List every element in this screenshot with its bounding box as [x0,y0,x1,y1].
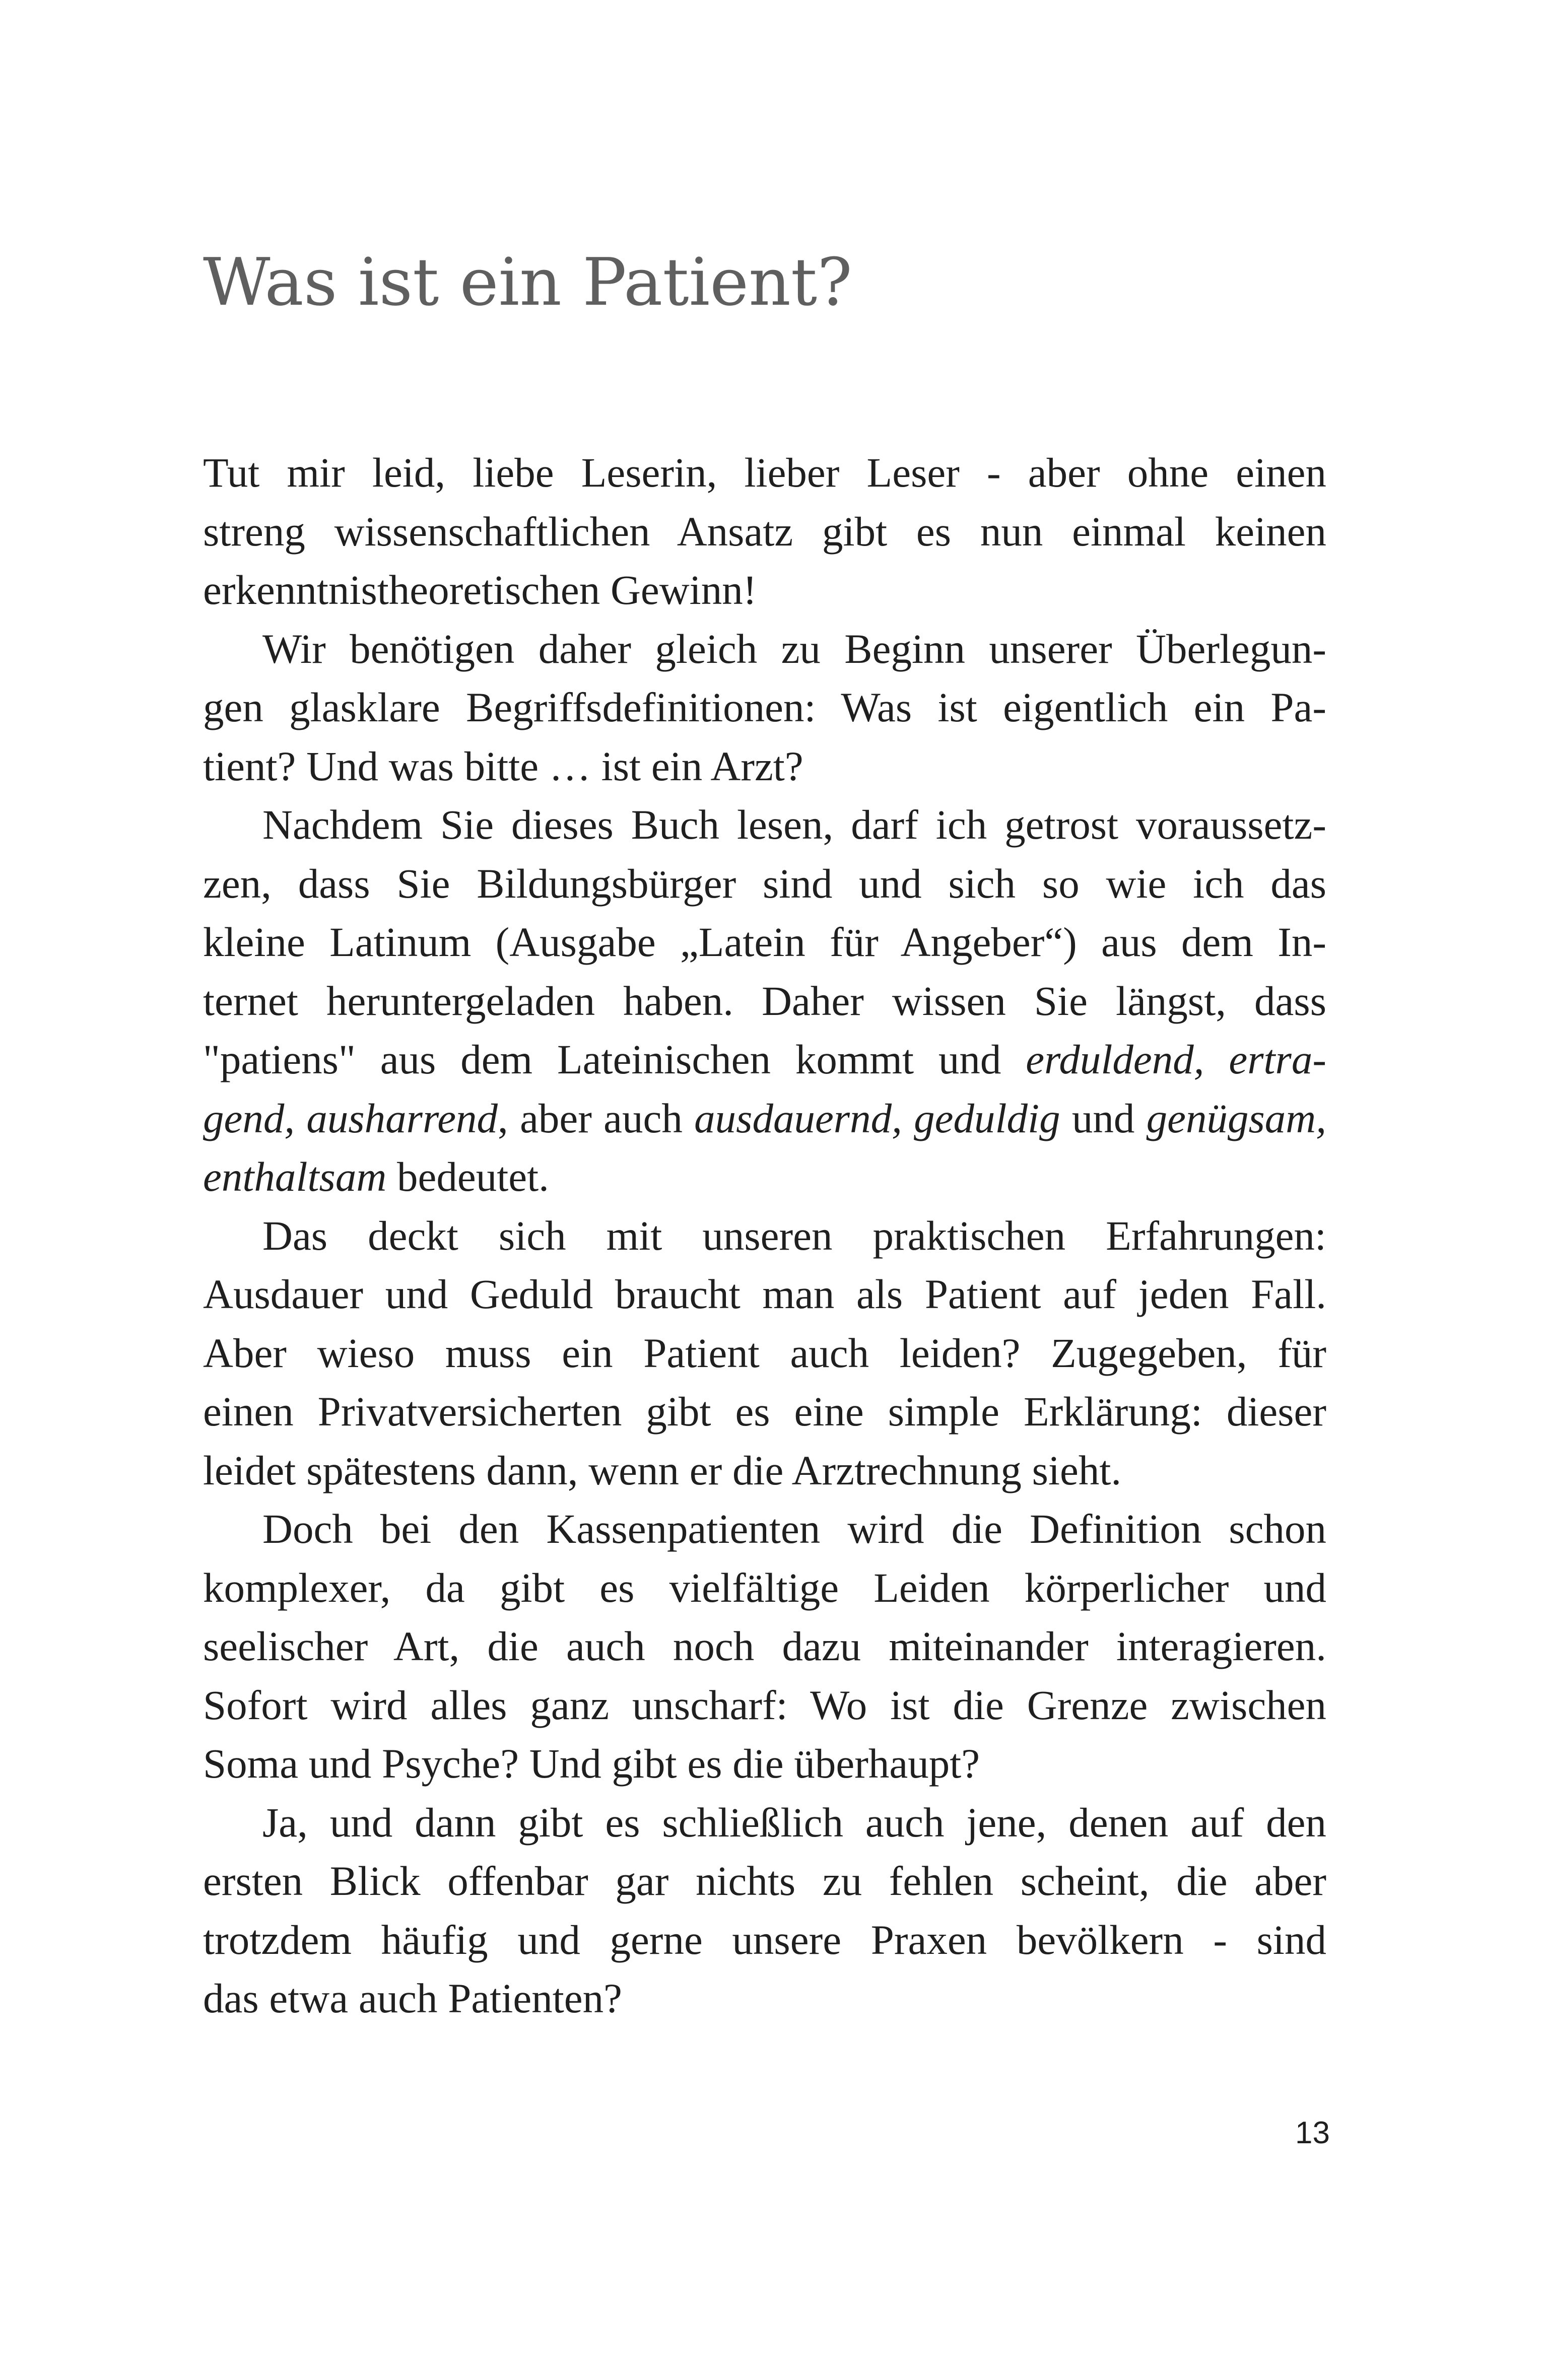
text-run: gen glasklare Begriffsdefinitionen: Was ist eigentlich ein Pa- [203,684,1326,730]
text-run: Tut mir leid, liebe Leserin, lieber Leser - aber ohne einen [203,449,1326,496]
text-line [203,1324,1326,1383]
text-run: zen, dass Sie Bildungsbürger sind und sich so wie ich das [203,860,1326,907]
text-line [203,854,1326,913]
text-line [203,1969,1326,2028]
page-number: 13 [1295,2116,1330,2150]
text-run: streng wissenschaftlichen Ansatz gibt es nun einmal keinen [203,508,1326,555]
text-line [203,502,1326,561]
text-run: leidet spätestens dann, wenn er die Arztrechnung sieht. [203,1447,1122,1493]
text-line [203,1852,1326,1911]
text-line [203,561,1326,620]
paragraph [203,795,1326,1206]
chapter-title: Was ist ein Patient? [203,244,852,320]
text-run: Aber wieso muss ein Patient auch leiden? Zugegeben, für [203,1329,1326,1376]
italic-text: enthaltsam [203,1153,387,1200]
text-run: Sofort wird alles ganz unscharf: Wo ist die Grenze zwischen [203,1681,1326,1728]
text-line [203,1617,1326,1676]
text-run: und [1060,1095,1147,1141]
italic-text: erduldend, ertra- [1026,1036,1326,1082]
text-line [203,678,1326,737]
text-line [203,1441,1326,1500]
text-run: , aber auch [498,1095,695,1141]
text-run: bedeutet. [386,1153,549,1200]
text-line [203,1030,1326,1089]
text-run: Soma und Psyche? Und gibt es die überhaupt? [203,1740,980,1787]
text-run: erkenntnistheoretischen Gewinn! [203,567,757,613]
text-run: das etwa auch Patienten? [203,1975,622,2021]
text-run: kleine Latinum (Ausgabe „Latein für Angeber“) aus dem In- [203,919,1326,965]
text-line [203,795,1326,854]
text-run: Ja, und dann gibt es schließlich auch jene, denen auf den [262,1799,1326,1846]
text-line [203,1734,1326,1793]
text-line [203,620,1326,678]
text-run: Wir benötigen daher gleich zu Beginn unserer Überlegun- [262,625,1326,672]
text-run: "patiens" aus dem Lateinischen kommt und [203,1036,1026,1082]
text-run: tient? Und was bitte … ist ein Arzt? [203,742,803,789]
text-line [203,1382,1326,1441]
text-line [203,1206,1326,1265]
text-run: Doch bei den Kassenpatienten wird die Definition schon [262,1506,1326,1552]
paragraph [203,1793,1326,2028]
paragraph [203,620,1326,796]
text-line [203,1911,1326,1969]
text-run: Das deckt sich mit unseren praktischen Erfahrungen: [262,1212,1326,1259]
text-line [203,1676,1326,1735]
paragraph [203,443,1326,620]
text-line [203,1265,1326,1324]
italic-text: genügsam, [1146,1095,1326,1141]
text-line [203,1500,1326,1558]
text-line [203,1558,1326,1617]
text-line [203,972,1326,1031]
text-run: komplexer, da gibt es vielfältige Leiden körperlicher und [203,1564,1326,1611]
text-run: Ausdauer und Geduld braucht man als Patient auf jeden Fall. [203,1271,1326,1317]
paragraph [203,1500,1326,1793]
italic-text: gend, ausharrend [203,1095,498,1141]
text-run: ersten Blick offenbar gar nichts zu fehlen scheint, die aber [203,1858,1326,1904]
text-run: ternet heruntergeladen haben. Daher wissen Sie längst, dass [203,977,1326,1024]
text-line [203,443,1326,502]
text-run: seelischer Art, die auch noch dazu miteinander interagieren. [203,1623,1326,1669]
text-run: einen Privatversicherten gibt es eine simple Erklärung: dieser [203,1388,1326,1435]
text-line [203,1147,1326,1206]
text-line [203,1793,1326,1852]
body-text [203,443,1326,2028]
text-run: trotzdem häufig und gerne unsere Praxen bevölkern - sind [203,1916,1326,1963]
text-line [203,737,1326,796]
text-run: Nachdem Sie dieses Buch lesen, darf ich getrost voraussetz- [262,801,1326,848]
paragraph [203,1206,1326,1500]
text-line [203,1089,1326,1148]
italic-text: ausdauernd, geduldig [694,1095,1060,1141]
text-line [203,913,1326,972]
